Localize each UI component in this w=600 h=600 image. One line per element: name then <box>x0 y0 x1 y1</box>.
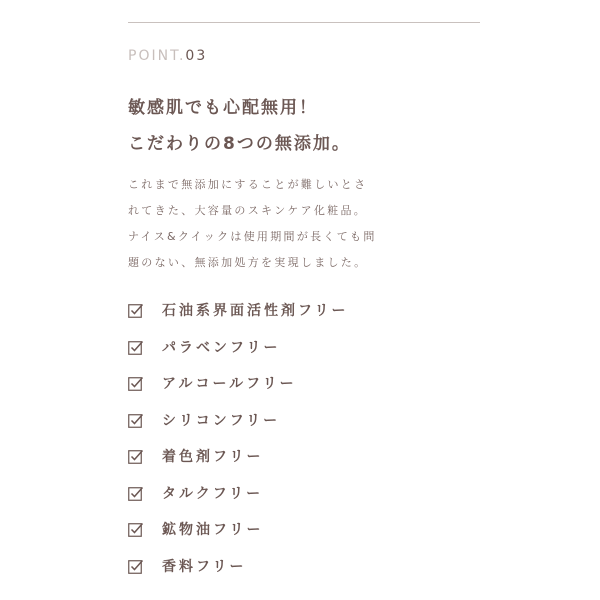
checkbox-checked-icon <box>128 375 144 391</box>
list-item <box>128 402 348 439</box>
list-item <box>128 511 348 548</box>
list-item-label: 香料フリー <box>162 558 247 575</box>
checkbox-checked-icon <box>128 521 144 537</box>
list-item <box>128 329 348 366</box>
checkbox-checked-icon <box>128 339 144 355</box>
list-item <box>128 438 348 475</box>
body-line-2: れてきた、大容量のスキンケア化粧品。 <box>128 204 368 217</box>
additive-free-list <box>128 292 348 584</box>
list-item-label: アルコールフリー <box>162 376 297 393</box>
body-line-3: ナイス&クイックは使用期間が長くても問 <box>128 230 377 243</box>
checkbox-checked-icon <box>128 412 144 428</box>
checkbox-checked-icon <box>128 302 144 318</box>
headline-line-1: 敏感肌でも心配無用！ <box>128 98 318 118</box>
checkbox-checked-icon <box>128 558 144 574</box>
point-label <box>128 48 207 64</box>
list-item <box>128 475 348 512</box>
headline <box>128 90 351 162</box>
point-word: POINT. <box>128 48 186 64</box>
body-text <box>128 172 428 276</box>
top-divider <box>128 22 480 23</box>
body-line-4: 題のない、無添加処方を実現しました。 <box>128 256 368 269</box>
list-item <box>128 365 348 402</box>
checkbox-checked-icon <box>128 448 144 464</box>
checkbox-checked-icon <box>128 485 144 501</box>
list-item <box>128 548 348 585</box>
list-item-label: 着色剤フリー <box>162 449 264 466</box>
list-item-label: タルクフリー <box>162 485 264 502</box>
list-item <box>128 292 348 329</box>
point-number: 03 <box>185 48 208 64</box>
body-line-1: これまで無添加にすることが難しいとさ <box>128 178 368 191</box>
list-item-label: パラベンフリー <box>162 339 281 356</box>
list-item-label: 鉱物油フリー <box>162 522 264 539</box>
list-item-label: シリコンフリー <box>162 412 281 429</box>
headline-line-2: こだわりの8つの無添加。 <box>128 134 351 154</box>
list-item-label: 石油系界面活性剤フリー <box>162 303 349 320</box>
